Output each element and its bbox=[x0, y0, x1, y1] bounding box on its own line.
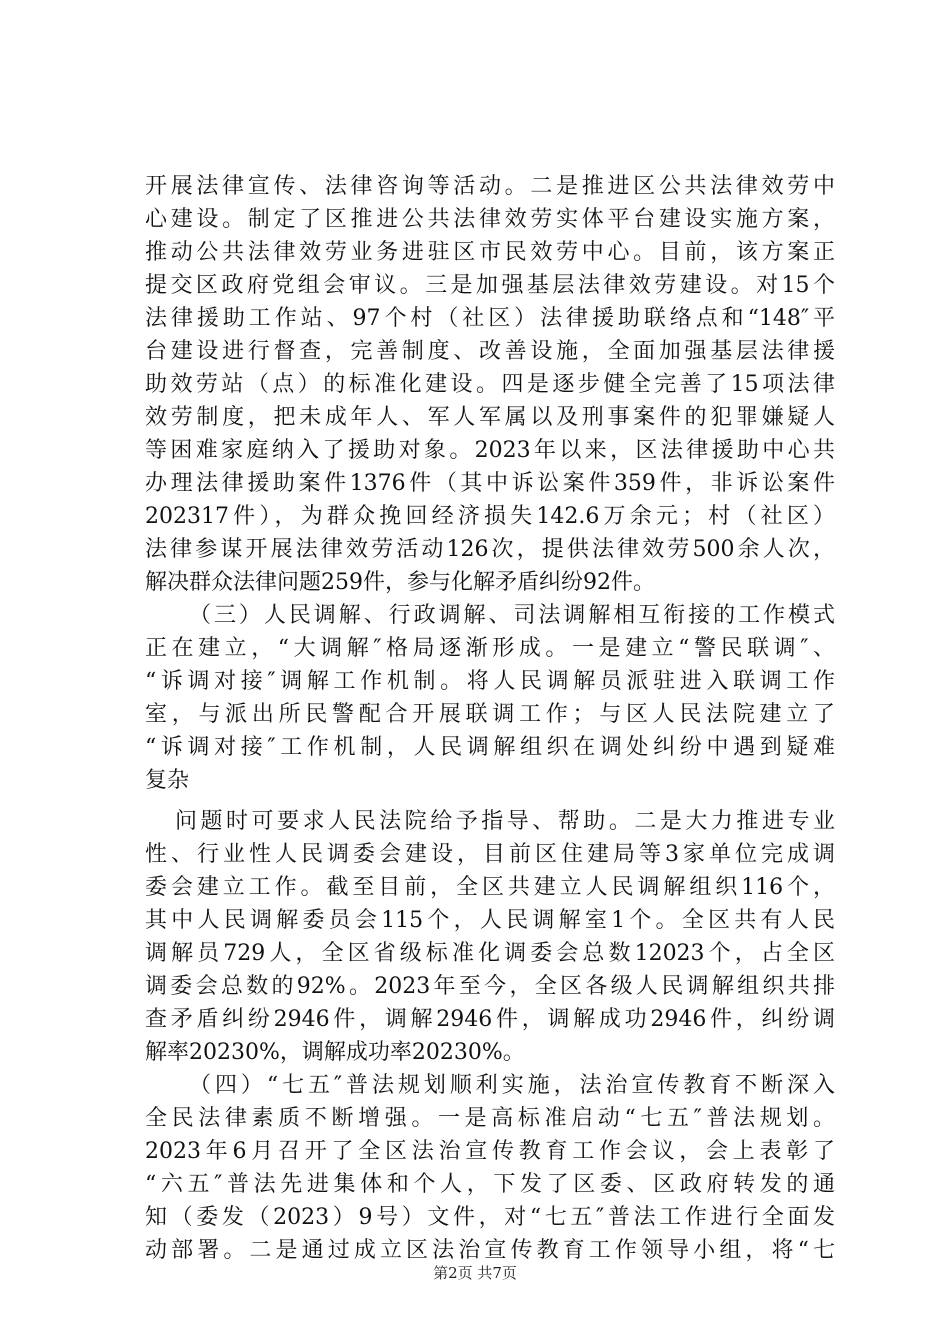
text-line: 委会建立工作。截至目前，全区共建立人民调解组织116个， bbox=[145, 875, 835, 900]
text-line: 等困难家庭纳入了援助对象。2023年以来，区法律援助中心共 bbox=[145, 438, 835, 463]
text-line: “六五″普法先进集体和个人，下发了区委、区政府转发的通 bbox=[145, 1172, 835, 1197]
text-line: 复杂 bbox=[145, 768, 190, 793]
text-line: 法律援助工作站、97个村（社区）法律援助联络点和“148″平 bbox=[145, 306, 835, 331]
text-line: “诉调对接″工作机制，人民调解组织在调处纠纷中遇到疑难 bbox=[145, 735, 835, 760]
text-line: 推动公共法律效劳业务进驻区市民效劳中心。目前，该方案正 bbox=[145, 240, 835, 265]
text-line: 办理法律援助案件1376件（其中诉讼案件359件，非诉讼案件 bbox=[145, 471, 835, 496]
text-line: 台建设进行督查，完善制度、改善设施，全面加强基层法律援 bbox=[145, 339, 835, 364]
page-number-footer: 第2页 共7页 bbox=[433, 1264, 517, 1282]
text-line: 202317件），为群众挽回经济损失142.6万余元；村（社区） bbox=[145, 504, 835, 529]
text-line: 2023年6月召开了全区法治宣传教育工作会议，会上表彰了 bbox=[145, 1139, 835, 1164]
text-line: “诉调对接″调解工作机制。将人民调解员派驻进入联调工作 bbox=[145, 669, 835, 694]
text-line: 法律参谋开展法律效劳活动126次，提供法律效劳500余人次， bbox=[145, 537, 835, 562]
text-line: 调委会总数的92%。2023年至今，全区各级人民调解组织共排 bbox=[145, 974, 835, 999]
text-line: 效劳制度，把未成年人、军人军属以及刑事案件的犯罪嫌疑人 bbox=[145, 405, 835, 430]
text-line: 其中人民调解委员会115个，人民调解室1个。全区共有人民 bbox=[145, 908, 835, 933]
text-line: 问题时可要求人民法院给予指导、帮助。二是大力推进专业 bbox=[175, 809, 835, 834]
text-line: 助效劳站（点）的标准化建设。四是逐步健全完善了15项法律 bbox=[145, 372, 835, 397]
text-line: 知（委发（2023）9号）文件，对“七五″普法工作进行全面发 bbox=[145, 1205, 835, 1230]
text-line: 查矛盾纠纷2946件，调解2946件，调解成功2946件，纠纷调 bbox=[145, 1007, 835, 1032]
text-line: 开展法律宣传、法律咨询等活动。二是推进区公共法律效劳中 bbox=[145, 174, 835, 199]
text-line: 心建设。制定了区推进公共法律效劳实体平台建设实施方案， bbox=[145, 207, 835, 232]
section-heading-line: （四）“七五″普法规划顺利实施，法治宣传教育不断深入 bbox=[189, 1073, 835, 1098]
text-line: 解决群众法律问题259件，参与化解矛盾纠纷92件。 bbox=[145, 570, 655, 595]
text-line: 性、行业性人民调委会建设，目前区住建局等3家单位完成调 bbox=[145, 842, 835, 867]
body-text bbox=[145, 170, 835, 1267]
text-line: 提交区政府党组会审议。三是加强基层法律效劳建设。对15个 bbox=[145, 273, 835, 298]
text-line: 动部署。二是通过成立区法治宣传教育工作领导小组，将“七 bbox=[145, 1238, 835, 1263]
text-line: 正在建立，“大调解″格局逐渐形成。一是建立“警民联调″、 bbox=[145, 636, 835, 661]
text-line: 全民法律素质不断增强。一是高标准启动“七五″普法规划。 bbox=[145, 1106, 835, 1131]
text-line: 室，与派出所民警配合开展联调工作；与区人民法院建立了 bbox=[145, 702, 835, 727]
text-line: 解率20230%，调解成功率20230%。 bbox=[145, 1040, 525, 1065]
text-line: 调解员729人，全区省级标准化调委会总数12023个，占全区 bbox=[145, 941, 835, 966]
section-heading-line: （三）人民调解、行政调解、司法调解相互衔接的工作模式 bbox=[189, 603, 835, 628]
